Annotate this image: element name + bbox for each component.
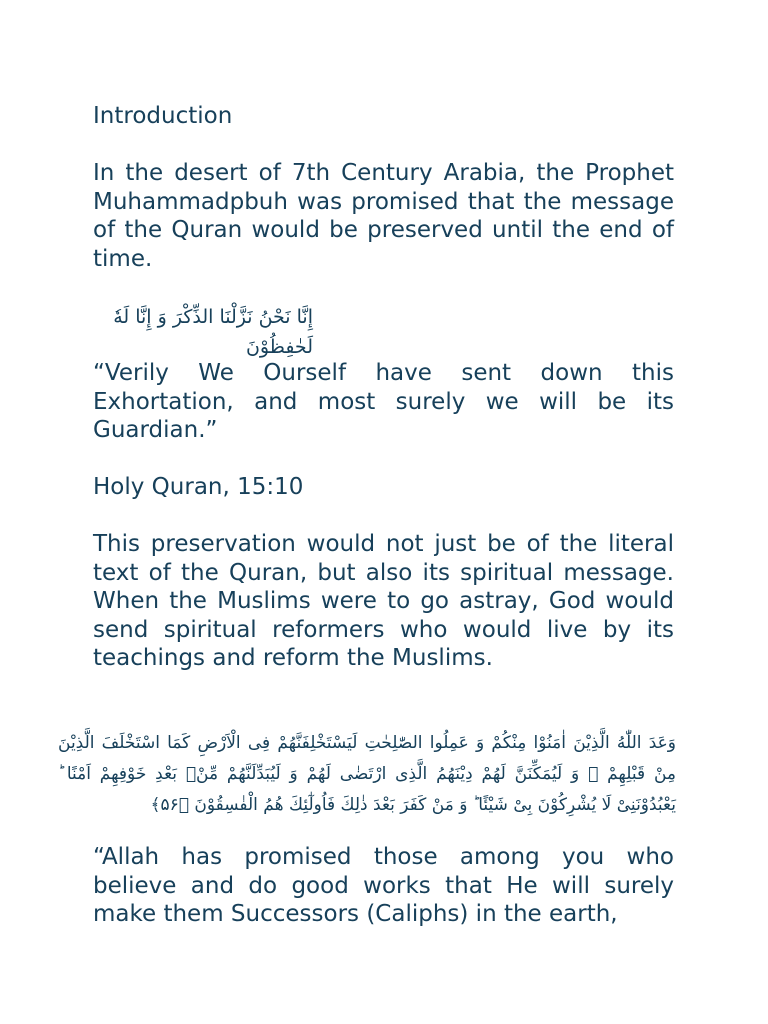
section-heading: Introduction	[93, 103, 233, 129]
intro-paragraph: In the desert of 7th Century Arabia, the Prophet Muhammadpbuh was promised that the message of the Quran would be preserved until the end of time.	[93, 160, 674, 272]
verse-translation-2: “Allah has promised those among you who believe and do good works that He will surely make them Successors (Caliphs) in the earth,	[93, 844, 674, 928]
preservation-paragraph: This preservation would not just be of the literal text of the Quran, but also its spiritual message. When the Muslims were to go astray, God would send spiritual reformers who would live by its teachings and reform the Muslims.	[93, 531, 674, 672]
arabic-verse-1: إِنَّا نَحْنُ نَزَّلْنَا الذِّكْرَ وَ إِنَّا لَهٗ لَحٰفِظُوْنَ	[113, 306, 313, 358]
arabic-verse-2: وَعَدَ اللّٰهُ الَّذِيْنَ اٰمَنُوْا مِنْكُمْ وَ عَمِلُوا الصّٰلِحٰتِ لَيَسْتَخْلِفَنَّهُمْ فِى الْاَرْضِ كَمَا اسْتَخْلَفَ الَّذِيْنَ مِنْ قَبْلِهِمْ ۪ وَ لَيُمَكِّنَنَّ لَهُمْ دِيْنَهُمُ الَّذِى ارْتَضٰى لَهُمْ وَ لَيُبَدِّلَنَّهُمْ مِّنْۢ بَعْدِ خَوْفِهِمْ اَمْنًا ؕ يَعْبُدُوْنَنِىْ لَا يُشْرِكُوْنَ بِىْ شَيْئًا ؕ وَ مَنْ كَفَرَ بَعْدَ ذٰلِكَ فَاُولٰٓئِكَ هُمُ الْفٰسِقُوْنَ ﴿۵۶﴾	[58, 733, 676, 815]
verse-reference-1: Holy Quran, 15:10	[93, 474, 304, 500]
verse-translation-1: “Verily We Ourself have sent down this Exhortation, and most surely we will be its Guardian.”	[93, 360, 674, 444]
